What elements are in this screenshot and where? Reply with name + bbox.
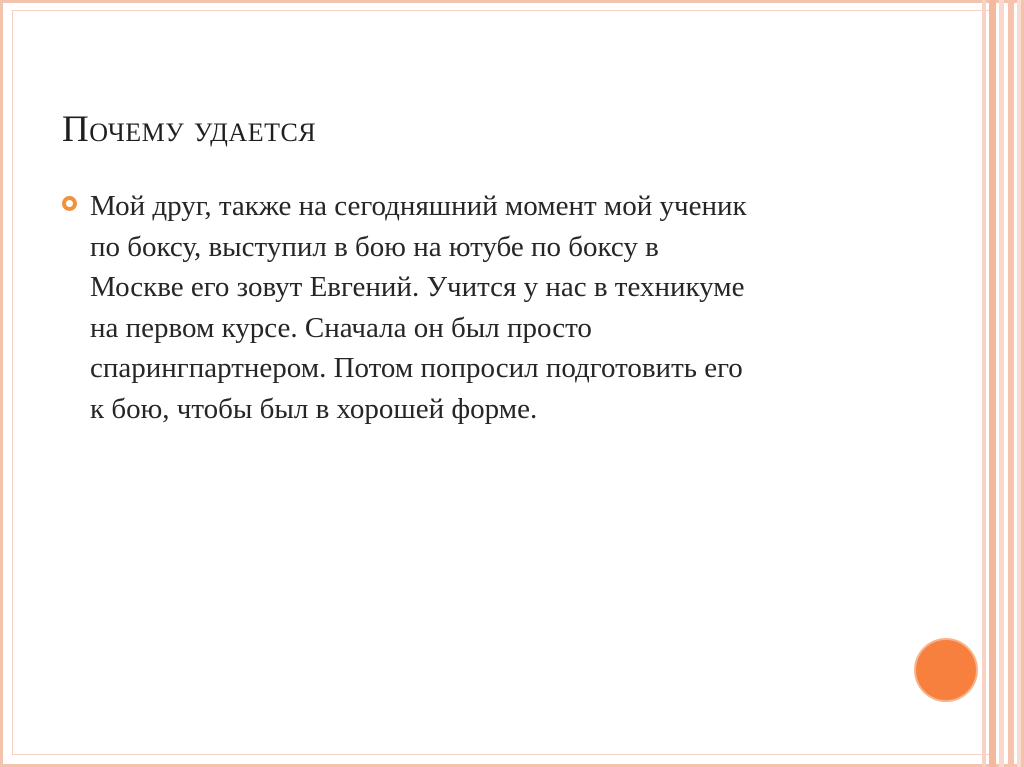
- slide-title: Почему удается: [62, 109, 317, 150]
- bullet-circle-icon: [62, 196, 77, 211]
- bullet-text-line: на первом курсе. Сначала он был просто: [90, 311, 592, 344]
- bullet-text: [90, 186, 882, 429]
- decorative-stripe: [999, 0, 1004, 767]
- decorative-orb: [916, 640, 976, 700]
- decorative-stripe: [982, 0, 986, 767]
- decorative-stripe: [989, 0, 996, 767]
- bullet-list: [62, 186, 882, 429]
- bullet-text-line: Москве его зовут Евгений. Учится у нас в техникуме: [90, 271, 745, 303]
- bullet-text-line: Мой друг, также на сегодняшний момент мой ученик: [90, 190, 747, 222]
- decorative-stripe: [1017, 0, 1021, 767]
- bullet-text-line: спарингпартнером. Потом попросил подготовить его: [90, 352, 743, 384]
- bullet-text-line: по боксу, выступил в бою на ютубе по боксу в: [90, 230, 659, 263]
- bullet-text-line: к бою, чтобы был в хорошей форме.: [90, 392, 538, 425]
- decorative-stripe: [1008, 0, 1014, 767]
